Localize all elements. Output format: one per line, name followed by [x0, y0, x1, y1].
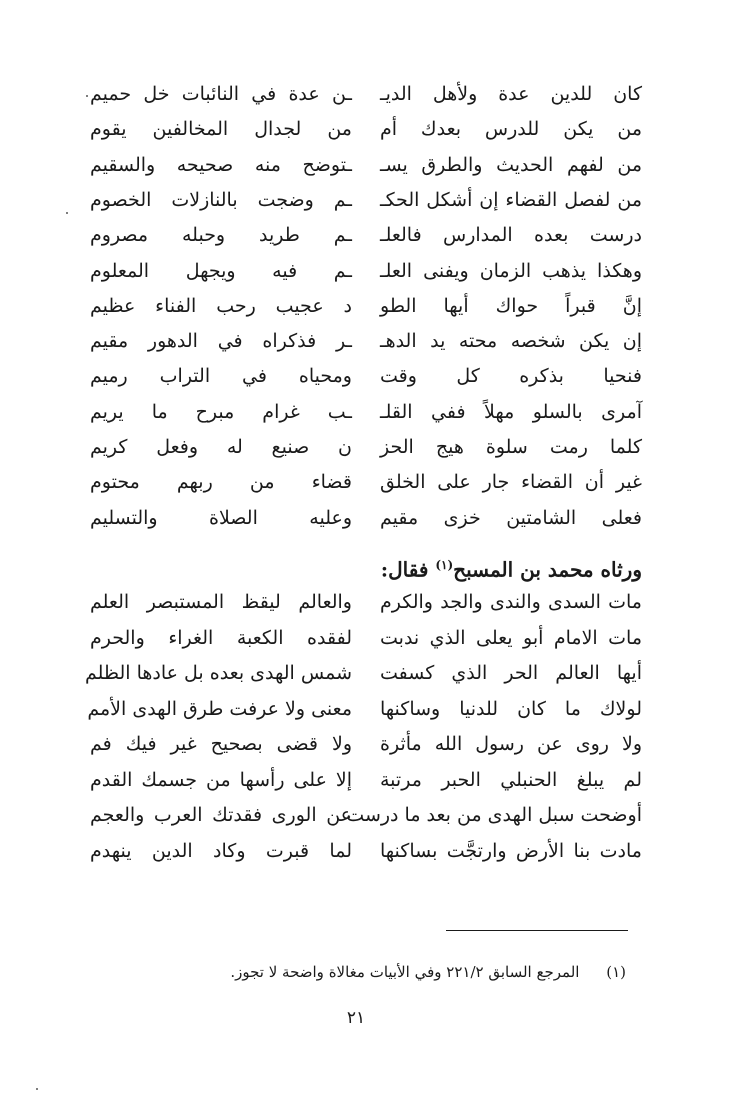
first-hemistich: فعلى الشامتين خزى مقيم [380, 506, 642, 529]
first-hemistich: فنحيا بذكره كل وقت [380, 365, 642, 388]
verse-line [90, 584, 642, 620]
scan-speck [36, 1088, 38, 1090]
verse-line [90, 288, 642, 324]
verse-line [90, 429, 642, 465]
footnote-text: المرجع السابق ٢٢١/٢ وفي الأبيات مغالاة واضحة لا تجوز. [230, 963, 580, 981]
verse-line [90, 147, 642, 183]
first-hemistich: وهكذا يذهب الزمان ويفنى العلـ [380, 259, 642, 282]
verse-line [90, 833, 642, 869]
second-hemistich: ـر فذكراه في الدهور مقيم [90, 330, 352, 353]
first-hemistich: من لفهم الحديث والطرق يسـ [380, 153, 642, 176]
second-hemistich: من لجدال المخالفين يقوم [90, 118, 352, 141]
first-hemistich: أيها العالم الحر الذي كسفت [380, 662, 642, 684]
first-hemistich: إن يكن شخصه محته يد الدهـ [380, 330, 642, 353]
first-hemistich: كلما رمت سلوة هيج الحز [380, 436, 642, 458]
footnote-number: (١) [606, 963, 626, 981]
verse-line [87, 691, 642, 727]
first-hemistich: من يكن للدرس بعدك أم [380, 118, 642, 141]
first-hemistich: لولاك ما كان للدنيا وساكنها [380, 697, 642, 720]
verse-line [90, 620, 642, 656]
poem-introduction [82, 547, 642, 588]
verse-line [90, 253, 642, 289]
second-hemistich: إلا على رأسها من جسمك القدم [90, 768, 352, 791]
first-hemistich: مات السدى والندى والجد والكرم [380, 591, 642, 613]
intro-text: ورثاه محمد بن المسبح [453, 557, 642, 582]
second-hemistich: ـتوضح منه صحيحه والسقيم [90, 153, 352, 176]
second-hemistich: د عجيب رحب الفناء عظيم [90, 294, 352, 317]
second-hemistich: ن صنيع له وفعل كريم [90, 436, 352, 458]
verse-line [90, 797, 642, 833]
first-hemistich: إنَّ قبراً حواك أيها الطو [380, 294, 642, 317]
footnote [166, 958, 626, 986]
second-hemistich: ولا قضى بصحيح غير فيك فم [90, 733, 352, 755]
second-hemistich: والعالم ليقظ المستبصر العلم [90, 591, 352, 613]
verse-line [90, 111, 642, 147]
first-hemistich: مات الامام أبو يعلى الذي ندبت [380, 626, 642, 649]
verse-line [90, 762, 642, 798]
verse-line [90, 500, 642, 536]
first-hemistich: أوضحت سبل الهدى من بعد ما درست [346, 804, 642, 826]
first-hemistich: من لفصل القضاء إن أشكل الحكـ [380, 188, 642, 211]
verse-line [90, 323, 642, 359]
verse-line [84, 655, 642, 691]
scan-speck [66, 212, 68, 214]
second-hemistich: وعليه الصلاة والتسليم [90, 506, 352, 529]
verse-line [90, 182, 642, 218]
second-hemistich: لفقده الكعبة الغراء والحرم [90, 626, 352, 649]
second-hemistich: عن الورى فقدتك العرب والعجم [90, 804, 352, 826]
footnote-reference: (١) [435, 558, 454, 572]
second-hemistich: لما قبرت وكاد الدين ينهدم [90, 839, 352, 862]
first-hemistich: لم يبلغ الحنبلي الحبر مرتبة [380, 768, 642, 791]
first-hemistich: غير أن القضاء جار على الخلق [380, 471, 642, 494]
first-hemistich: كان للدين عدة ولأهل الديـ [380, 83, 642, 105]
verse-line [90, 726, 642, 762]
verse-line [90, 358, 642, 394]
second-hemistich: ـم وضجت بالنازلات الخصوم [90, 188, 352, 211]
verse-line [90, 76, 642, 112]
second-hemistich: ومحياه في التراب رميم [90, 365, 352, 388]
first-hemistich: ولا روى عن رسول الله مأثرة [380, 733, 642, 755]
intro-text-end: فقال: [380, 557, 436, 582]
second-hemistich: شمس الهدى بعده بل عادها الظلم [84, 662, 352, 684]
first-hemistich: مادت بنا الأرض وارتجَّت بساكنها [380, 839, 642, 862]
verse-line [90, 394, 642, 430]
second-hemistich: ـن عدة في النائبات خل حميم [90, 83, 352, 105]
first-hemistich: درست بعده المدارس فالعلـ [380, 224, 642, 247]
first-hemistich: آمرى بالسلو مهلاً ففي القلـ [380, 400, 642, 423]
second-hemistich: معنى ولا عرفت طرق الهدى الأمم [87, 697, 352, 720]
second-hemistich: ـب غرام مبرح ما يريم [90, 400, 352, 423]
verse-line [90, 464, 642, 500]
second-hemistich: ـم فيه ويجهل المعلوم [90, 259, 352, 282]
second-hemistich: قضاء من ربهم محتوم [90, 471, 352, 494]
verse-line [90, 217, 642, 253]
second-hemistich: ـم طريد وحبله مصروم [90, 224, 352, 247]
footnote-divider [446, 930, 628, 931]
scan-speck [86, 95, 88, 97]
page-number: ٢١ [346, 1008, 366, 1028]
